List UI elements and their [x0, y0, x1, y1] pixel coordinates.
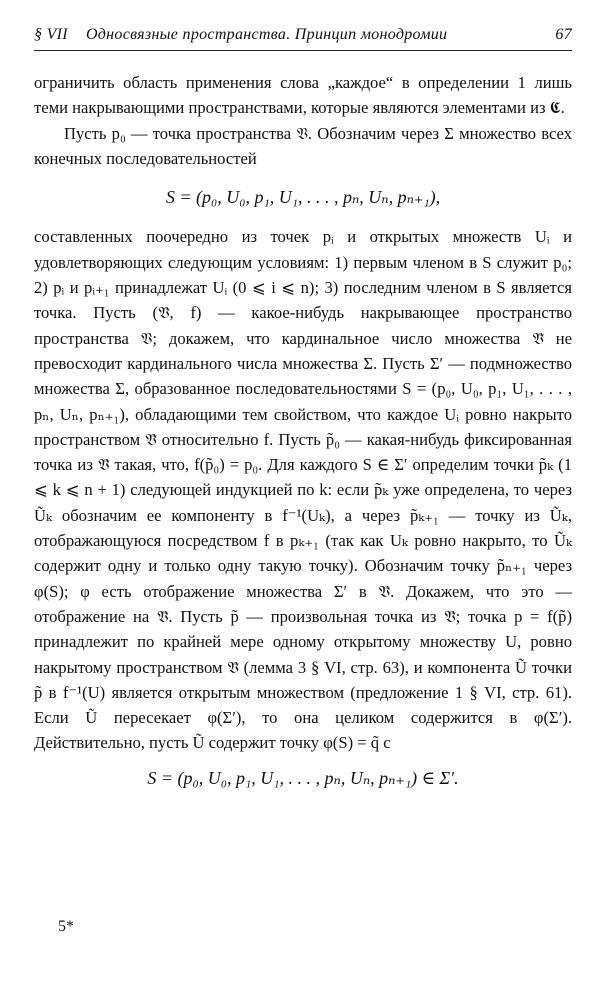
formula-sequence-in-sigma-prime: S = (p₀, U₀, p₁, U₁, . . . , pₙ, Uₙ, pₙ₊₁) ∈ Σ′. — [147, 767, 459, 788]
paragraph-1: ограничить область применения слова „каждое“ в определении 1 лишь теми накрывающими пространствами, которые являются элементами из 𝕮. — [34, 73, 572, 118]
header-rule — [34, 50, 572, 51]
paragraph-3: составленных поочередно из точек pᵢ и открытых множеств Uᵢ и удовлетворяющих следующим условиям: 1) первым членом в S служит p₀; 2) pᵢ и pᵢ₊₁ принадлежат Uᵢ (0 ⩽ i ⩽ n); 3) последним членом в S является точка. Пусть (𝔙̃, f) — какое-нибудь накрывающее пространство пространства 𝔙; докажем, что кардинальное число множества 𝔙̃ не превосходит кардинального числа множества Σ. Пусть Σ′ — подмножество множества Σ, образованное последовательностями S = (p₀, U₀, p₁, U₁, . . . , pₙ, Uₙ, pₙ₊₁), обладающими тем свойством, что каждое Uᵢ ровно накрыто пространством 𝔙̃ относительно f. Пусть p̃₀ — какая-нибудь фиксированная точка из 𝔙̃ такая, что, f(p̃₀) = p₀. Для каждого S ∈ Σ′ определим точки p̃ₖ (1 ⩽ k ⩽ n + 1) следующей индукцией по k: если p̃ₖ уже определена, то через Ũₖ обозначим ее компоненту в f⁻¹(Uₖ), а через p̃ₖ₊₁ — точку из Ũₖ, отображающуюся посредством f в pₖ₊₁ (так как Uₖ ровно накрыто, то Ũₖ содержит одну и только одну такую точку). Обозначим точку p̃ₙ₊₁ через φ(S); φ есть отображение множества Σ′ в 𝔙̃. Докажем, что это — отображение на 𝔙̃. Пусть p̃ — произвольная точка из 𝔙̃; точка p = f(p̃) принадлежит по крайней мере одному открытому множеству U, ровно накрытому пространством 𝔙̃ (лемма 3 § VI, стр. 63), и компонента Ũ точки p̃ в f⁻¹(U) является открытым множеством (предложение 1 § VI, стр. 61). Если Ũ пересекает φ(Σ′), то она целиком содержится в φ(Σ′). Действительно, пусть Ũ содержит точку φ(S) = q̃ с — [34, 227, 572, 753]
signature-mark: 5* — [58, 918, 74, 935]
running-header — [34, 26, 572, 44]
formula-sequence: S = (p₀, U₀, p₁, U₁, . . . , pₙ, Uₙ, pₙ₊₁), — [165, 187, 441, 208]
page-number: 67 — [555, 26, 572, 43]
paragraph-2: Пусть p₀ — точка пространства 𝔙. Обозначим через Σ множество всех конечных последовательностей — [34, 123, 572, 168]
section-number: § VII — [34, 26, 68, 43]
section-title: Односвязные пространства. Принцип монодромии — [85, 26, 448, 43]
page-body — [34, 70, 572, 805]
